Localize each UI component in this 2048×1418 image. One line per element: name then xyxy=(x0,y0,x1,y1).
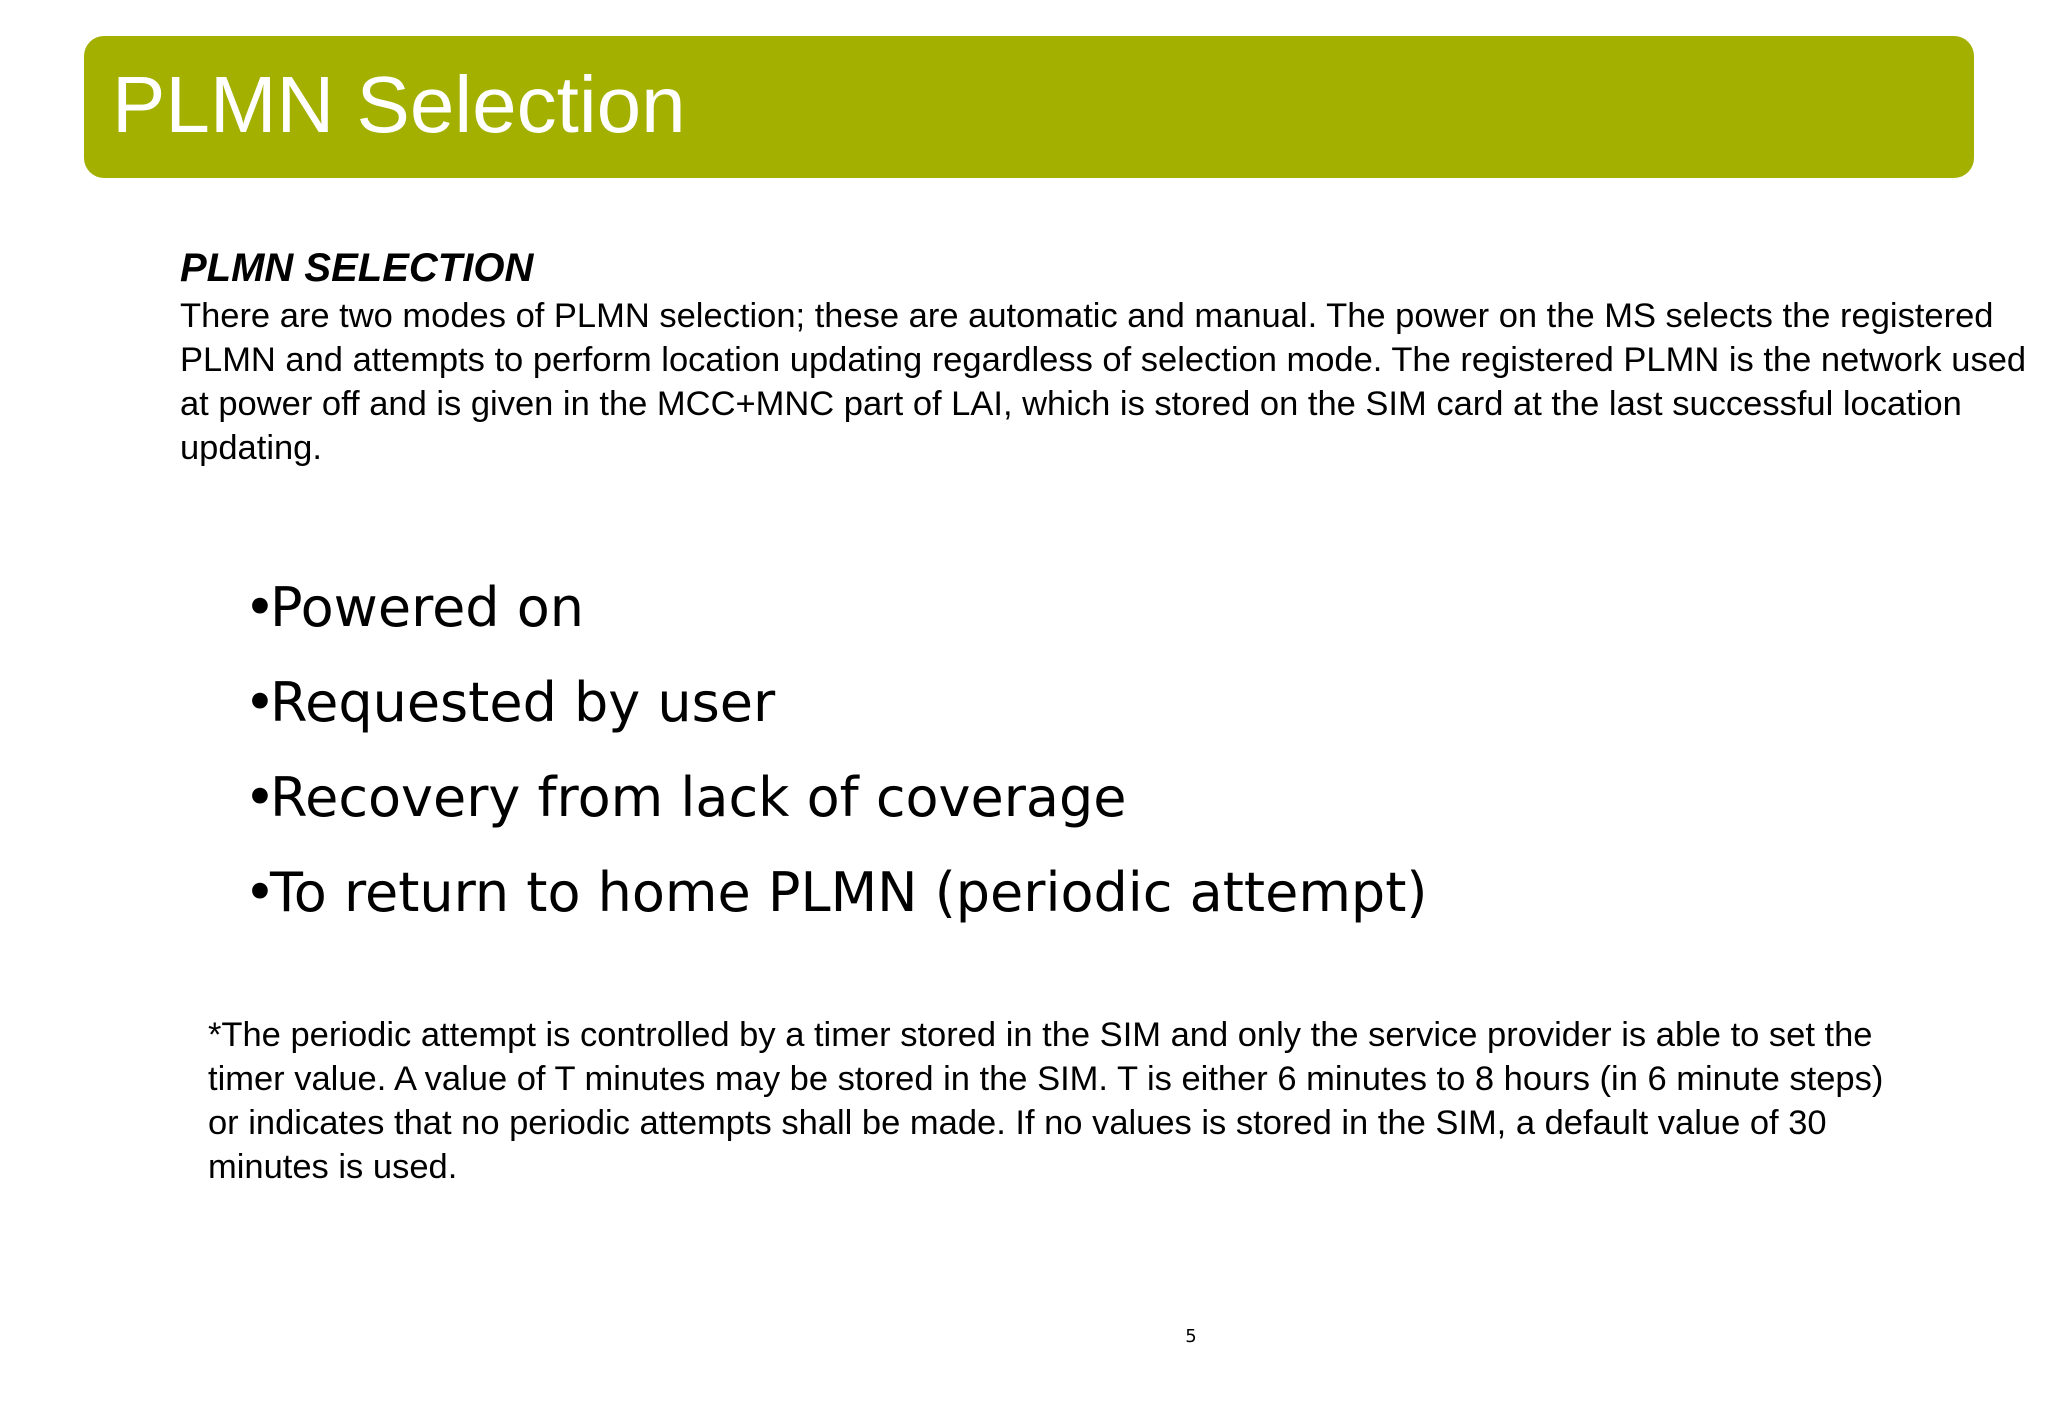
bullet-icon: • xyxy=(244,766,276,829)
footnote: *The periodic attempt is controlled by a timer stored in the SIM and only the service provider is able to set the timer value. A value of T minutes may be stored in the SIM. T is either 6 minutes to 8 hours (in 6 minute steps) or indicates that no periodic attempts shall be made. If no values is stored in the SIM, a default value of 30 minutes is used. xyxy=(208,1016,1884,1186)
list-item-label: To return to home PLMN (periodic attempt) xyxy=(270,861,1428,924)
trigger-list xyxy=(244,560,1427,940)
bullet-icon: • xyxy=(244,671,276,734)
plmn-selection-section xyxy=(180,242,2040,470)
list-item xyxy=(244,655,1427,750)
page-number: 5 xyxy=(1185,1326,1197,1347)
section-body: There are two modes of PLMN selection; these are automatic and manual. The power on the MS selects the registered PLMN and attempts to perform location updating regardless of selection mode. The registered PLMN is the network used at power off and is given in the MCC+MNC part of LAI, which is stored on the SIM card at the last successful location updating. xyxy=(180,297,2027,467)
list-item-label: Recovery from lack of coverage xyxy=(270,766,1127,829)
bullet-icon: • xyxy=(244,861,276,924)
list-item-label: Requested by user xyxy=(270,671,776,734)
slide-title: PLMN Selection xyxy=(112,60,686,149)
list-item xyxy=(244,560,1427,655)
list-item xyxy=(244,845,1427,940)
title-bar xyxy=(84,36,1974,178)
list-item xyxy=(244,750,1427,845)
section-heading: PLMN SELECTION xyxy=(180,246,534,290)
list-item-label: Powered on xyxy=(270,576,585,639)
bullet-icon: • xyxy=(244,576,276,639)
